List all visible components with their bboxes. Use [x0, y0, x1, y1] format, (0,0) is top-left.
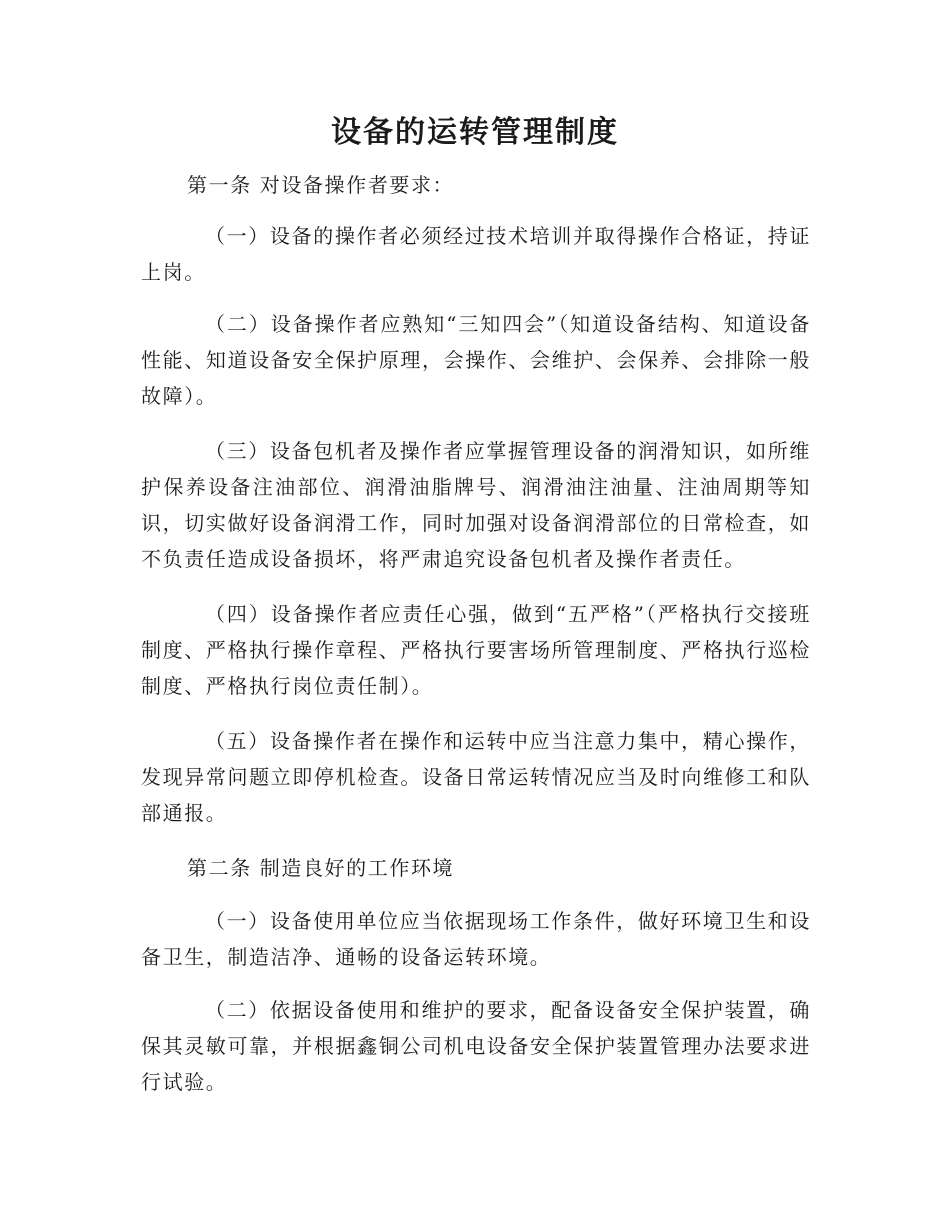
article-1-item-5: （五）设备操作者在操作和运转中应当注意力集中，精心操作，发现异常问题立即停机检查。设备日常运转情况应当及时向维修工和队部通报。: [141, 729, 811, 825]
document-title: 设备的运转管理制度: [331, 115, 619, 150]
article-1-item-3: （三）设备包机者及操作者应掌握管理设备的润滑知识，如所维护保养设备注油部位、润滑油脂牌号、润滑油注油量、注油周期等知识，切实做好设备润滑工作，同时加强对设备润滑部位的日常检查，如不负责任造成设备损坏，将严肃追究设备包机者及操作者责任。: [141, 439, 811, 571]
article-1-heading: 第一条 对设备操作者要求：: [187, 173, 455, 197]
article-2-heading: 第二条 制造良好的工作环境: [187, 856, 455, 880]
article-2-item-2: （二）依据设备使用和维护的要求，配备设备安全保护装置，确保其灵敏可靠，并根据鑫铜公司机电设备安全保护装置管理办法要求进行试验。: [141, 998, 811, 1094]
article-1-item-1: （一）设备的操作者必须经过技术培训并取得操作合格证，持证上岗。: [141, 224, 811, 284]
article-1-item-2: （二）设备操作者应熟知“三知四会”（知道设备结构、知道设备性能、知道设备安全保护原理，会操作、会维护、会保养、会排除一般故障）。: [141, 312, 811, 408]
article-2-item-1: （一）设备使用单位应当依据现场工作条件，做好环境卫生和设备卫生，制造洁净、通畅的设备运转环境。: [141, 909, 811, 969]
article-1-item-4: （四）设备操作者应责任心强，做到“五严格”（严格执行交接班制度、严格执行操作章程、严格执行要害场所管理制度、严格执行巡检制度、严格执行岗位责任制）。: [141, 602, 811, 698]
